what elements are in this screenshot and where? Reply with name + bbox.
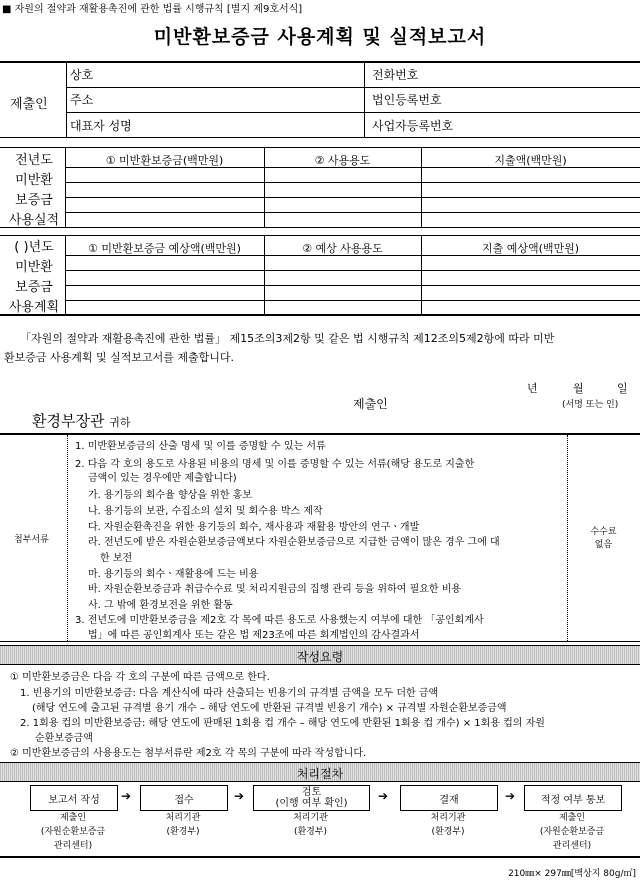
attachment-item: 라. 전년도에 받은 자원순환보증금액보다 자원순환보증금으로 지급한 금액이 많은 경우 그에 대: [88, 537, 500, 548]
attachment-item: 나. 용기등의 보관, 수집소의 설치 및 회수용 박스 제작: [88, 506, 323, 517]
actual-col-usage: ② 사용용도: [314, 154, 371, 167]
guide-line: ① 미반환보증금은 다음 각 호의 구분에 따른 금액으로 한다.: [10, 672, 270, 683]
phone-field: 전화번호: [372, 68, 419, 82]
attachment-item: 마. 용기등의 회수ㆍ재활용에 드는 비용: [88, 569, 259, 580]
statement-line-1: 「자원의 절약과 재활용촉진에 관한 법률」 제15조의3제2항 및 같은 법 시행규칙 제12조의5제2항에 따라 미반: [20, 332, 555, 345]
arrow-icon: ➔: [234, 789, 245, 803]
arrow-icon: ➔: [378, 789, 389, 803]
step-actor: 처리기관 (환경부): [293, 813, 328, 837]
form-title: 미반환보증금 사용계획 및 실적보고서: [153, 26, 487, 48]
step-receipt: 접수: [140, 785, 228, 811]
date-day: 일: [617, 382, 628, 395]
step-actor: 제출인 (자원순환보증금 관리센터): [539, 813, 605, 851]
guide-line: (해당 연도에 출고된 규격별 용기 개수 – 해당 연도에 반환된 규격별 빈용기 개수) × 규격별 자원순환보증금액: [32, 703, 507, 714]
representative-field: 대표자 성명: [70, 119, 132, 133]
corporate-reg-field: 법인등록번호: [372, 93, 442, 107]
step-actor: 처리기관 (환경부): [430, 813, 466, 837]
plan-label: ( )년도 미반환 보증금 사용계획: [8, 240, 60, 315]
plan-col-deposit: ① 미반환보증금 예상액(백만원): [88, 242, 241, 255]
step-notify: 적정 여부 통보: [524, 785, 622, 811]
company-name-field: 상호: [70, 68, 94, 82]
process-title: 처리절차: [296, 767, 344, 781]
step-approval: 결재: [400, 785, 498, 811]
date-year: 년: [527, 382, 538, 395]
attachment-item: 가. 용기등의 회수율 향상을 위한 홍보: [88, 490, 252, 501]
actual-col-expense: 지출액(백만원): [494, 154, 567, 167]
step-actor: 처리기관 (환경부): [165, 813, 201, 837]
process-band: [0, 762, 640, 782]
arrow-icon: ➔: [505, 789, 516, 803]
attachment-item: 법」에 따른 공인회계사 또는 같은 법 제23조에 따른 회계법인의 감사결과서: [88, 630, 420, 641]
attachment-item: 3. 전년도에 미반환보증금을 제2호 각 목에 따른 용도로 사용했는지 여부에 대한 「공인회계사: [75, 615, 484, 626]
recipient: 환경부장관 귀하: [32, 412, 131, 430]
address-field: 주소: [70, 93, 94, 107]
actual-col-deposit: ① 미반환보증금(백만원): [105, 154, 224, 167]
attachments-label: 첨부서류: [14, 535, 49, 545]
statement-submitter-label: 제출인: [353, 397, 388, 411]
step-review: 검토 (이행 여부 확인): [253, 785, 370, 811]
business-reg-field: 사업자등록번호: [372, 119, 454, 133]
plan-col-expense: 지출 예상액(백만원): [481, 242, 580, 255]
sign-note: (서명 또는 인): [562, 400, 619, 410]
guide-line: 2. 1회용 컵의 미반환보증금: 해당 연도에 판매된 1회용 컵 개수 – 해당 연도에 반환된 1회용 컵 개수) × 1회용 컵의 자원: [20, 718, 545, 729]
step-actor: 제출인 (자원순환보증금 관리센터): [40, 813, 106, 851]
guide-line: 순환보증금액: [35, 733, 93, 744]
regulation-reference: ■ 자원의 절약과 재활용촉진에 관한 법률 시행규칙 [별지 제9호서식]: [2, 4, 303, 15]
guide-band: [0, 645, 640, 665]
attachment-item: 바. 자원순환보증금과 취급수수료 및 처리지원금의 집행 관리 등을 위하여 필요한 비용: [88, 584, 462, 595]
attachment-item: 사. 그 밖에 환경보전을 위한 활동: [88, 600, 233, 611]
statement-line-2: 환보증금 사용계획 및 실적보고서를 제출합니다.: [4, 351, 235, 364]
attachment-item: 1. 미반환보증금의 산출 명세 및 이를 증명할 수 있는 서류: [75, 441, 326, 452]
guide-title: 작성요령: [296, 650, 344, 664]
guide-line: 1. 빈용기의 미반환보증금: 다음 계산식에 따라 산출되는 빈용기의 규격별 금액을 모두 더한 금액: [20, 688, 439, 699]
submitter-label: 제출인: [10, 97, 48, 112]
arrow-icon: ➔: [121, 789, 132, 803]
fee-note: 수수료 없음: [590, 527, 617, 550]
guide-line: ② 미반환보증금의 사용용도는 첨부서류란 제2호 각 목의 구분에 따라 작성합니다.: [10, 748, 367, 759]
attachment-item: 한 보전: [100, 553, 133, 564]
date-month: 월: [573, 382, 584, 395]
step-write-report: 보고서 작성: [30, 785, 118, 811]
paper-spec: 210㎜× 297㎜[백상지 80g/㎡]: [508, 869, 636, 879]
plan-col-usage: ② 예상 사용용도: [302, 242, 383, 255]
attachment-item: 2. 다음 각 호의 용도로 사용된 비용의 명세 및 이를 증명할 수 있는 서류(해당 용도로 지출한: [75, 459, 475, 470]
actual-usage-label: 전년도 미반환 보증금 사용실적: [8, 153, 60, 228]
attachment-item: 다. 자원순환촉진을 위한 용기등의 회수, 재사용과 재활용 방안의 연구ㆍ개발: [88, 522, 420, 533]
attachment-item: 금액이 있는 경우에만 제출합니다): [88, 473, 237, 484]
